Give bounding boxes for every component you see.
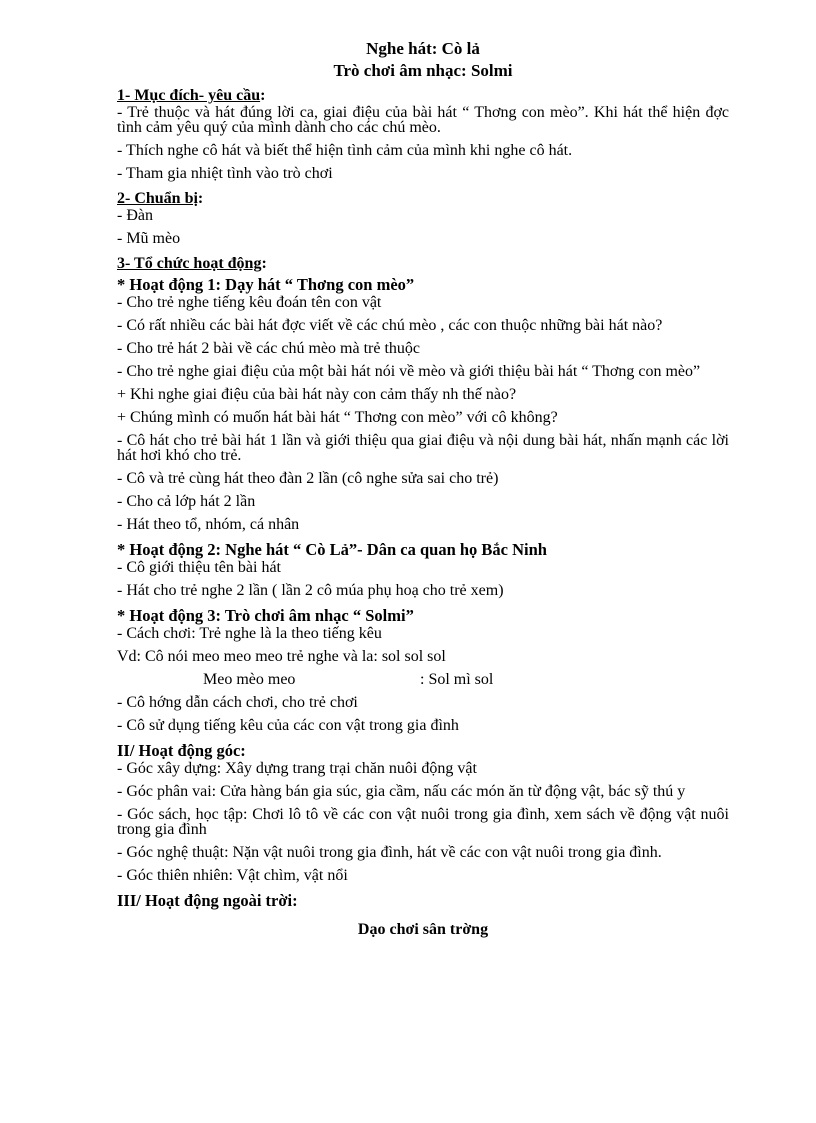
paragraph: - Trẻ thuộc và hát đúng lời ca, giai điệu của bài hát “ Thơng con mèo”. Khi hát thể hiện đợc tình cảm yêu quý của mình dành cho các chú mèo. xyxy=(117,104,729,136)
paragraph: - Cho trẻ nghe tiếng kêu đoán tên con vật xyxy=(117,294,382,311)
example-right: : Sol mì sol xyxy=(420,671,494,688)
section-heading-colon: : xyxy=(261,255,267,272)
outdoor-activity-name: Dạo chơi sân trờng xyxy=(357,921,489,938)
example-line xyxy=(117,672,729,687)
corner-activities-title: II/ Hoạt động góc: xyxy=(117,741,246,760)
paragraph: - Cô hát cho trẻ bài hát 1 lần và giới thiệu qua giai điệu và nội dung bài hát, nhấn mạnh các lời hát hơi khó cho trẻ. xyxy=(117,432,729,464)
document-title: Nghe hát: Cò lả xyxy=(366,39,480,58)
paragraph: - Cô sử dụng tiếng kêu của các con vật trong gia đình xyxy=(117,717,459,734)
paragraph: - Cho cả lớp hát 2 lần xyxy=(117,493,256,510)
section-heading-text: 2- Chuẩn bị xyxy=(117,190,198,207)
activity-2-title: * Hoạt động 2: Nghe hát “ Cò Lả”- Dân ca quan họ Bắc Ninh xyxy=(117,540,547,559)
paragraph: - Cô hớng dẫn cách chơi, cho trẻ chơi xyxy=(117,694,358,711)
outdoor-activities-title xyxy=(117,891,729,911)
paragraph: + Chúng mình có muốn hát bài hát “ Thơng con mèo” với cô không? xyxy=(117,409,558,426)
activity-1-title: * Hoạt động 1: Dạy hát “ Thơng con mèo” xyxy=(117,275,415,294)
section-heading-text: 1- Mục đích- yêu cầu xyxy=(117,87,261,104)
outdoor-heading-colon: : xyxy=(292,891,298,910)
section-heading-text: 3- Tổ chức hoạt động xyxy=(117,255,262,272)
paragraph: - Góc phân vai: Cửa hàng bán gia súc, gia cầm, nấu các món ăn từ động vật, bác sỹ thú y xyxy=(117,783,686,800)
paragraph: - Đàn xyxy=(117,207,153,224)
paragraph: - Cho trẻ nghe giai điệu của một bài hát nói về mèo và giới thiệu bài hát “ Thơng con mèo” xyxy=(117,363,701,380)
paragraph: - Thích nghe cô hát và biết thể hiện tình cảm của mình khi nghe cô hát. xyxy=(117,142,573,159)
section-heading-activities xyxy=(117,254,729,273)
paragraph: - Cô và trẻ cùng hát theo đàn 2 lần (cô nghe sửa sai cho trẻ) xyxy=(117,470,499,487)
paragraph: - Hát cho trẻ nghe 2 lần ( lần 2 cô múa phụ hoạ cho trẻ xem) xyxy=(117,582,504,599)
section-heading-preparation xyxy=(117,189,729,208)
paragraph: - Góc xây dựng: Xây dựng trang trại chăn nuôi động vật xyxy=(117,760,477,777)
paragraph: - Cho trẻ hát 2 bài về các chú mèo mà trẻ thuộc xyxy=(117,340,420,357)
paragraph: - Hát theo tổ, nhóm, cá nhân xyxy=(117,516,300,533)
paragraph: - Mũ mèo xyxy=(117,230,181,247)
paragraph: + Khi nghe giai điệu của bài hát này con cảm thấy nh thế nào? xyxy=(117,386,517,403)
paragraph: - Góc nghệ thuật: Nặn vật nuôi trong gia đình, hát về các con vật nuôi trong gia đình. xyxy=(117,844,662,861)
example-left: Meo mèo meo xyxy=(203,671,296,688)
section-heading-purpose xyxy=(117,86,729,105)
paragraph: - Cô giới thiệu tên bài hát xyxy=(117,559,281,576)
paragraph: - Có rất nhiều các bài hát đợc viết về các chú mèo , các con thuộc những bài hát nào? xyxy=(117,317,663,334)
activity-3-title: * Hoạt động 3: Trò chơi âm nhạc “ Solmi” xyxy=(117,606,414,625)
section-heading-colon: : xyxy=(260,87,266,104)
document-subtitle: Trò chơi âm nhạc: Solmi xyxy=(333,61,513,80)
paragraph: - Cách chơi: Trẻ nghe là la theo tiếng kêu xyxy=(117,625,382,642)
paragraph: - Tham gia nhiệt tình vào trò chơi xyxy=(117,165,333,182)
document-page xyxy=(117,38,729,939)
paragraph: Vd: Cô nói meo meo meo trẻ nghe và la: sol sol sol xyxy=(117,648,446,665)
paragraph: - Góc thiên nhiên: Vật chìm, vật nổi xyxy=(117,867,348,884)
paragraph: - Góc sách, học tập: Chơi lô tô về các con vật nuôi trong gia đình, xem sách về động vật nuôi trong gia đình xyxy=(117,806,729,838)
outdoor-heading-text: III/ Hoạt động ngoài trời xyxy=(117,891,293,910)
section-heading-colon: : xyxy=(197,190,204,207)
